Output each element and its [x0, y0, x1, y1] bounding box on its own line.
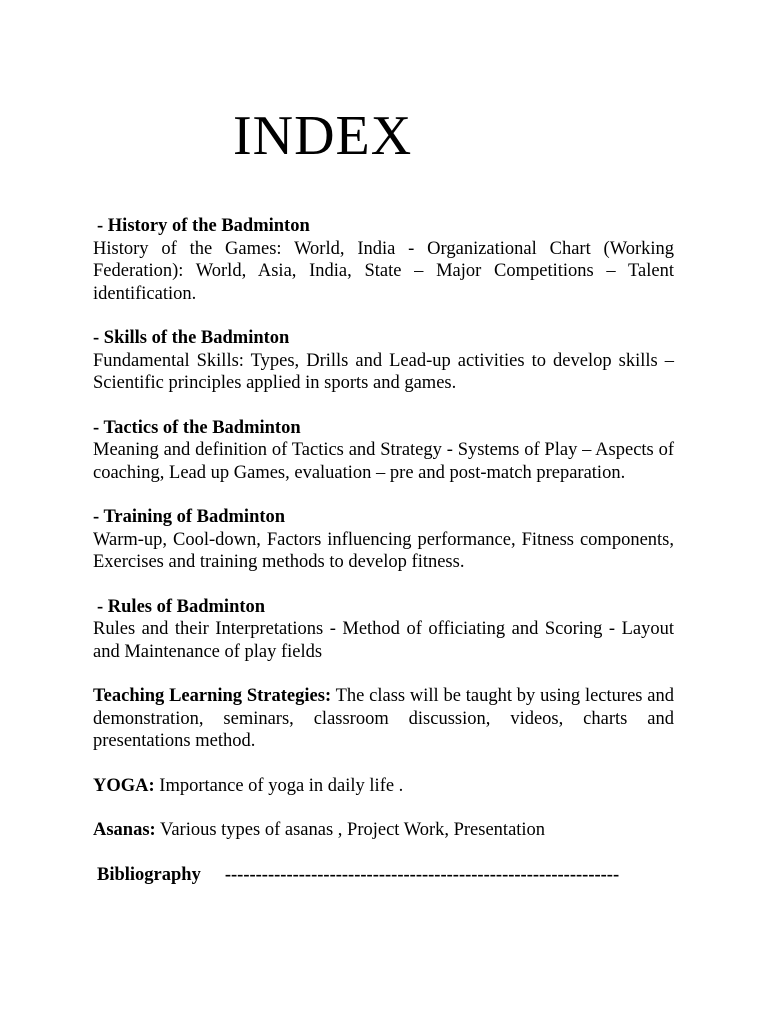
bibliography-label: Bibliography [97, 864, 201, 885]
teaching-text: The class will be taught by using lectures and demonstration, seminars, classroom discussion, videos, charts and presentations method. [93, 686, 674, 751]
section-body: Rules and their Interpretations - Method of officiating and Scoring - Layout and Maintenance of play fields [93, 619, 674, 662]
yoga-label: YOGA: [93, 775, 155, 796]
section-rules [93, 596, 674, 664]
index-content [93, 215, 674, 886]
section-heading: - Skills of the Badminton [93, 328, 290, 348]
section-heading: - Tactics of the Badminton [93, 417, 301, 438]
bibliography-entry [93, 864, 674, 887]
yoga-text: Importance of yoga in daily life . [154, 775, 404, 796]
section-skills [93, 327, 674, 395]
asanas-entry [93, 819, 674, 842]
bibliography-leader: ---------------------------------------------------------------- [224, 864, 620, 885]
asanas-text: Various types of asanas , Project Work, Presentation [155, 820, 546, 840]
teaching-strategies [93, 685, 674, 753]
section-body: History of the Games: World, India - Organizational Chart (Working Federation): World, Asia, India, State – Major Competitions – Talent identification. [93, 238, 674, 304]
section-body: Fundamental Skills: Types, Drills and Lead-up activities to develop skills – Scientific principles applied in sports and games. [93, 350, 674, 393]
section-body: Warm-up, Cool-down, Factors influencing performance, Fitness components, Exercises and training methods to develop fitness. [93, 529, 674, 572]
section-heading: - History of the Badminton [97, 216, 310, 236]
page-title: INDEX [233, 105, 413, 167]
section-heading: - Rules of Badminton [97, 596, 266, 617]
section-heading: - Training of Badminton [93, 507, 286, 527]
section-training [93, 506, 674, 574]
teaching-label: Teaching Learning Strategies: [93, 686, 332, 706]
section-history [93, 215, 674, 305]
yoga-entry [93, 775, 674, 798]
asanas-label: Asanas: [93, 820, 156, 840]
section-tactics [93, 417, 674, 485]
section-body: Meaning and definition of Tactics and Strategy - Systems of Play – Aspects of coaching, Lead up Games, evaluation – pre and post-match preparation. [93, 440, 674, 483]
